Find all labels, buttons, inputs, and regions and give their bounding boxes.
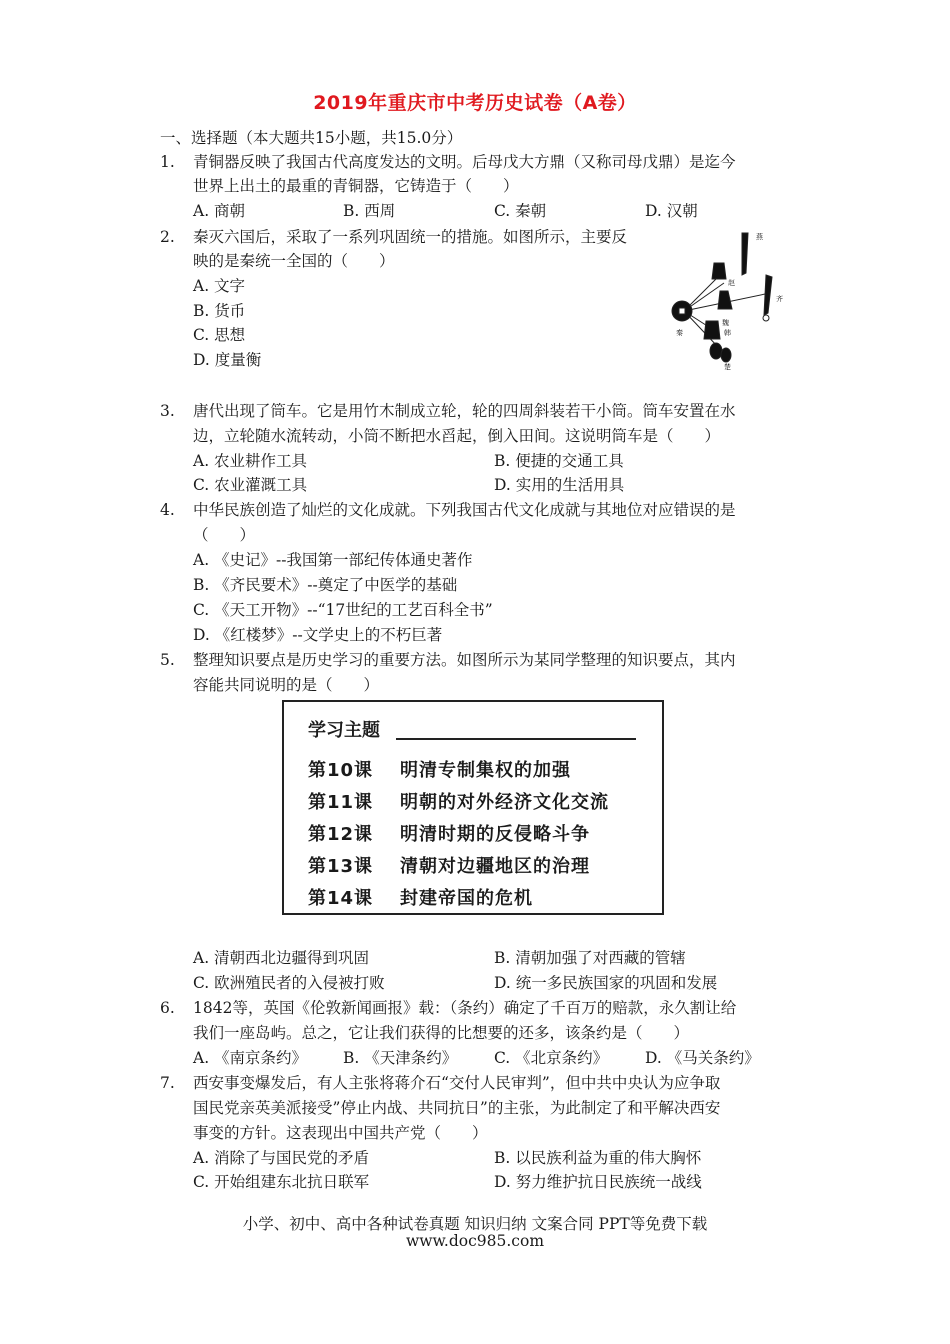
q4-option-b: B. 《齐民要术》--奠定了中医学的基础 — [193, 576, 458, 594]
q1-number: 1. — [160, 153, 175, 171]
q4-number: 4. — [160, 501, 175, 519]
q5-stem-line1: 整理知识要点是历史学习的重要方法。如图所示为某同学整理的知识要点，其内 — [193, 651, 736, 669]
q6-option-d: D. 《马关条约》 — [645, 1049, 760, 1067]
q3-option-d: D. 实用的生活用具 — [494, 476, 625, 494]
study-topic-heading: 学习主题 — [308, 720, 380, 741]
lesson-row: 第11课 明朝的对外经济文化交流 — [308, 792, 609, 813]
lesson-row: 第10课 明清专制集权的加强 — [308, 760, 571, 781]
lesson-row: 第14课 封建帝国的危机 — [308, 888, 533, 909]
label-yan: 燕 — [756, 233, 763, 241]
q2-option-c: C. 思想 — [193, 326, 246, 344]
label-han: 韩 — [724, 329, 731, 337]
q4-stem-line1: 中华民族创造了灿烂的文化成就。下列我国古代文化成就与其地位对应错误的是 — [193, 501, 736, 519]
q7-stem-line1: 西安事变爆发后，有人主张将蒋介石“交付人民审判”，但中共中央认为应争取 — [193, 1074, 721, 1092]
q6-option-b: B. 《天津条约》 — [343, 1049, 458, 1067]
q5-option-c: C. 欧洲殖民者的入侵被打败 — [193, 974, 385, 992]
lesson-row: 第13课 清朝对边疆地区的治理 — [308, 856, 590, 877]
study-topic-blank — [396, 738, 636, 740]
q6-stem-line2: 我们一座岛屿。总之，它让我们获得的比想要的还多，该条约是（ ） — [193, 1024, 690, 1042]
label-chu: 楚 — [724, 363, 731, 371]
study-topic-figure — [282, 700, 664, 915]
q7-option-b: B. 以民族利益为重的伟大胸怀 — [494, 1149, 702, 1167]
q3-stem-line2: 边，立轮随水流转动，小筒不断把水舀起，倒入田间。这说明筒车是（ ） — [193, 427, 721, 445]
footer-tagline: 小学、初中、高中各种试卷真题 知识归纳 文案合同 PPT等免费下载 — [242, 1215, 708, 1233]
label-qin: 秦 — [676, 329, 683, 337]
q4-option-a: A. 《史记》--我国第一部纪传体通史著作 — [193, 551, 473, 569]
label-wei: 魏 — [722, 319, 729, 327]
q2-option-b: B. 货币 — [193, 302, 246, 320]
lesson-row: 第12课 明清时期的反侵略斗争 — [308, 824, 590, 845]
q1-option-a: A. 商朝 — [193, 202, 246, 220]
q5-option-b: B. 清朝加强了对西藏的管辖 — [494, 949, 686, 967]
q7-stem-line3: 事变的方针。这表现出中国共产党（ ） — [193, 1124, 488, 1142]
q5-option-d: D. 统一多民族国家的巩固和发展 — [494, 974, 718, 992]
q1-stem-line2: 世界上出土的最重的青铜器，它铸造于（ ） — [193, 177, 519, 195]
q1-option-b: B. 西周 — [343, 202, 396, 220]
q7-number: 7. — [160, 1074, 175, 1092]
q5-stem-line2: 容能共同说明的是（ ） — [193, 676, 380, 694]
q5-option-a: A. 清朝西北边疆得到巩固 — [193, 949, 370, 967]
q6-number: 6. — [160, 999, 175, 1017]
q3-number: 3. — [160, 402, 175, 420]
q4-option-c: C. 《天工开物》--“17世纪的工艺百科全书” — [193, 601, 493, 619]
q1-stem-line1: 青铜器反映了我国古代高度发达的文明。后母戊大方鼎（又称司母戊鼎）是迄今 — [193, 153, 736, 171]
label-zhao: 赵 — [728, 279, 735, 287]
exam-title: 2019年重庆市中考历史试卷（A卷） — [313, 92, 637, 114]
q4-option-d: D. 《红楼梦》--文学史上的不朽巨著 — [193, 626, 443, 644]
q3-stem-line1: 唐代出现了筒车。它是用竹木制成立轮，轮的四周斜装若干小筒。筒车安置在水 — [193, 402, 736, 420]
q2-option-a: A. 文字 — [193, 277, 246, 295]
q7-option-c: C. 开始组建东北抗日联军 — [193, 1173, 370, 1191]
section-heading: 一、选择题（本大题共15小题，共15.0分） — [160, 129, 463, 147]
q2-number: 2. — [160, 228, 175, 246]
q6-option-c: C. 《北京条约》 — [494, 1049, 609, 1067]
q6-option-a: A. 《南京条约》 — [193, 1049, 308, 1067]
q2-option-d: D. 度量衡 — [193, 351, 262, 369]
q4-stem-line2: （ ） — [193, 526, 256, 544]
label-qi: 齐 — [776, 295, 783, 303]
qin-unification-coins-figure — [662, 225, 790, 371]
footer-url[interactable]: www.doc985.com — [405, 1232, 545, 1250]
q7-option-a: A. 消除了与国民党的矛盾 — [193, 1149, 370, 1167]
q5-number: 5. — [160, 651, 175, 669]
q1-option-d: D. 汉朝 — [645, 202, 698, 220]
q6-stem-line1: 1842等，英国《伦敦新闻画报》载：（条约）确定了千百万的赔款，永久割让给 — [193, 999, 737, 1017]
q3-option-c: C. 农业灌溉工具 — [193, 476, 308, 494]
q2-stem-line1: 秦灭六国后，采取了一系列巩固统一的措施。如图所示，主要反 — [193, 228, 628, 246]
q3-option-b: B. 便捷的交通工具 — [494, 452, 624, 470]
q7-stem-line2: 国民党亲英美派接受”停止内战、共同抗日”的主张，为此制定了和平解决西安 — [193, 1099, 721, 1117]
q3-option-a: A. 农业耕作工具 — [193, 452, 308, 470]
q7-option-d: D. 努力维护抗日民族统一战线 — [494, 1173, 702, 1191]
q1-option-c: C. 秦朝 — [494, 202, 547, 220]
q2-stem-line2: 映的是秦统一全国的（ ） — [193, 252, 395, 270]
